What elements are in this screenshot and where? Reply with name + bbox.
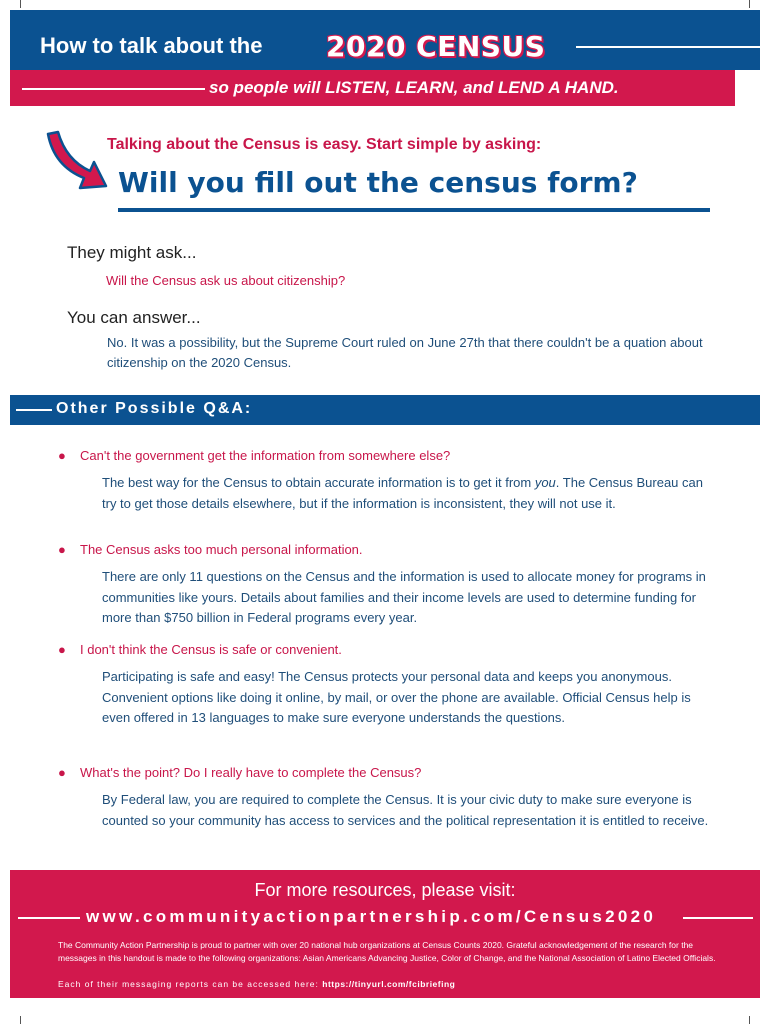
qa-answer-text: There are only 11 questions on the Census and the information is used to allocate money for programs in communities like yours. Details about families and their income levels are used to determine funding for more than $750 billion in Federal programs every year. xyxy=(102,569,706,625)
footer-rule-right xyxy=(683,917,753,919)
qa-question-text: Can't the government get the information from somewhere else? xyxy=(80,448,451,463)
footer-reports-label: Each of their messaging reports can be accessed here: xyxy=(58,979,319,989)
crop-mark xyxy=(749,0,750,8)
qa-answer-text: Participating is safe and easy! The Census protects your personal data and keeps you anonymous. Convenient options like doing it online, by mail, or over the phone are available. Official Census help is even offered in 13 languages to make sure everyone understands the questions. xyxy=(102,669,691,725)
footer-rule-left xyxy=(18,917,80,919)
qa-question xyxy=(58,447,718,465)
header-rule xyxy=(576,46,760,48)
qa-answer-text: By Federal law, you are required to complete the Census. It is your civic duty to make sure everyone is counted so your community has access to services and the political representation it is entitled to receive. xyxy=(102,792,709,828)
footer-acknowledgement: The Community Action Partnership is proud to partner with over 20 national hub organizations at Census Counts 2020. Grateful acknowledgement of the research for the messages in this handout is made to the following organizations: Asian Americans Advancing Justice, Color of Change, and the National Association of Latino Elected Officials. xyxy=(58,940,716,963)
qa-answer-text: The best way for the Census to obtain accurate information is to get it from xyxy=(102,475,535,490)
subtitle-rule xyxy=(22,88,205,90)
bullet-icon: ● xyxy=(58,448,66,463)
crop-mark xyxy=(749,1016,750,1024)
qa-answer xyxy=(58,473,718,514)
answer-label: You can answer... xyxy=(67,308,201,327)
qa-item xyxy=(58,764,718,831)
footer-reports-link[interactable]: https://tinyurl.com/fcibriefing xyxy=(322,979,456,989)
qa-item xyxy=(58,541,718,629)
curved-arrow-icon xyxy=(44,128,110,200)
qa-question-text: The Census asks too much personal information. xyxy=(80,542,363,557)
crop-mark xyxy=(20,0,21,8)
big-question-underline xyxy=(118,208,710,212)
bullet-icon: ● xyxy=(58,765,66,780)
qa-rule xyxy=(16,409,52,411)
crop-mark xyxy=(20,1016,21,1024)
qa-title: Other Possible Q&A: xyxy=(56,400,253,417)
big-question: Will you fill out the census form? xyxy=(118,166,638,199)
header-title-highlight: 2020 CENSUS xyxy=(326,30,546,63)
intro-prompt: Talking about the Census is easy. Start simple by asking: xyxy=(107,136,542,153)
qa-question xyxy=(58,541,718,559)
they-ask-question: Will the Census ask us about citizenship? xyxy=(106,273,346,288)
qa-answer-text: . The Census Bureau can try to get those details elsewhere, but if the information is inconsistent, they will not use it. xyxy=(102,475,703,511)
footer-resources: For more resources, please visit: xyxy=(254,880,516,900)
header-title: How to talk about the xyxy=(40,33,263,58)
qa-item xyxy=(58,447,718,514)
qa-question-text: I don't think the Census is safe or convenient. xyxy=(80,642,342,657)
footer-url-link[interactable]: www.communityactionpartnership.com/Census2020 xyxy=(86,907,657,926)
bullet-icon: ● xyxy=(58,642,66,657)
qa-question xyxy=(58,641,718,659)
qa-question xyxy=(58,764,718,782)
qa-question-text: What's the point? Do I really have to complete the Census? xyxy=(80,765,422,780)
bullet-icon: ● xyxy=(58,542,66,557)
footer-reports xyxy=(58,979,455,989)
qa-item xyxy=(58,641,718,729)
header-subtitle: so people will LISTEN, LEARN, and LEND A HAND. xyxy=(209,78,619,97)
answer-text: No. It was a possibility, but the Supreme Court ruled on June 27th that there couldn't be a quation about citizenship on the 2020 Census. xyxy=(107,335,703,370)
they-ask-label: They might ask... xyxy=(67,243,197,262)
qa-answer-emphasis: you xyxy=(534,475,556,490)
